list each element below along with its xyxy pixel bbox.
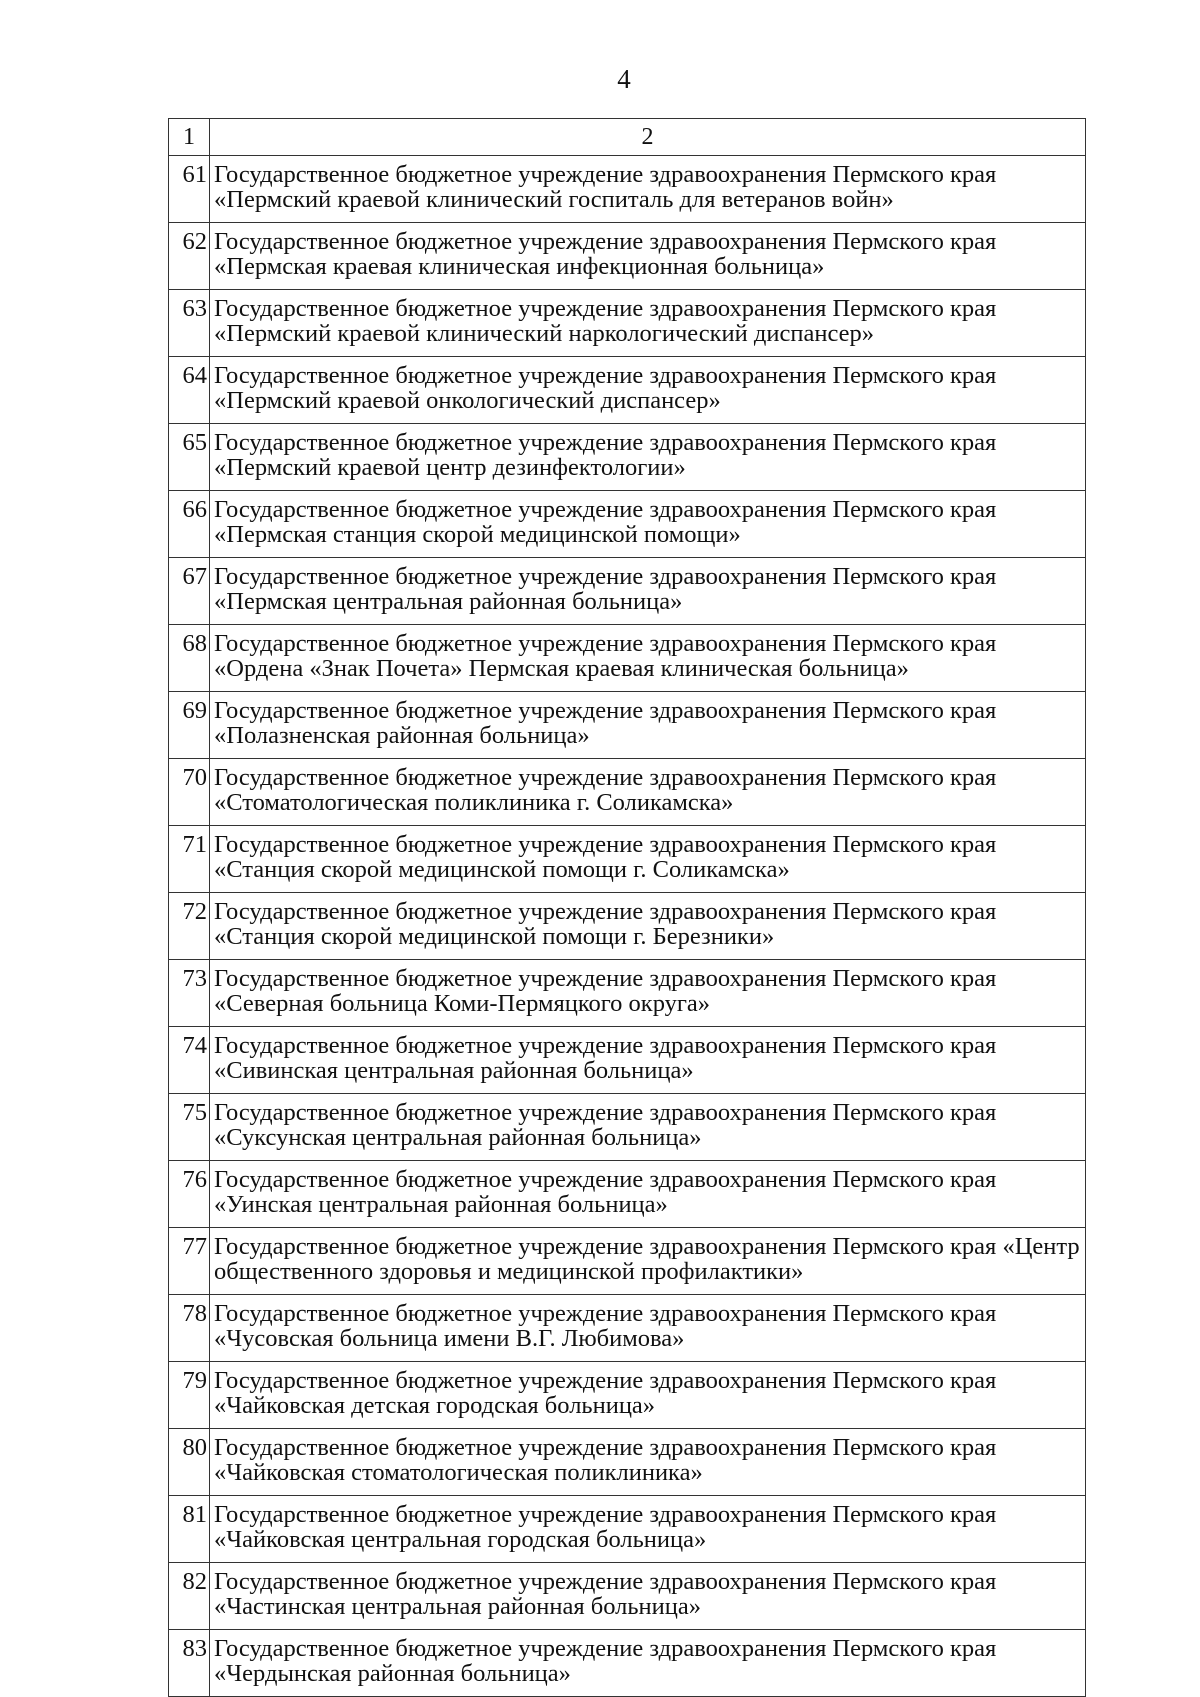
page-number: 4 bbox=[617, 64, 631, 94]
table-row bbox=[169, 357, 1086, 424]
row-number: 73 bbox=[169, 960, 210, 1027]
institutions-table bbox=[168, 118, 1086, 1697]
institution-name bbox=[210, 1563, 1086, 1630]
institution-name-line-2: «Чайковская стоматологическая поликлиника» bbox=[214, 1459, 703, 1486]
table-row bbox=[169, 424, 1086, 491]
institution-name bbox=[210, 1027, 1086, 1094]
institution-name-line-2: «Чердынская районная больница» bbox=[214, 1660, 571, 1687]
institution-name-line-1: Государственное бюджетное учреждение здравоохранения Пермского края bbox=[214, 496, 997, 523]
institution-name bbox=[210, 290, 1086, 357]
table-row bbox=[169, 1228, 1086, 1295]
row-number: 78 bbox=[169, 1295, 210, 1362]
institution-name-line-2: общественного здоровья и медицинской профилактики» bbox=[214, 1258, 804, 1285]
row-number: 63 bbox=[169, 290, 210, 357]
institution-name-line-1: Государственное бюджетное учреждение здравоохранения Пермского края bbox=[214, 697, 997, 724]
institution-name-line-1: Государственное бюджетное учреждение здравоохранения Пермского края bbox=[214, 1099, 997, 1126]
table-row bbox=[169, 1429, 1086, 1496]
table-row bbox=[169, 1563, 1086, 1630]
institution-name-line-2: «Пермская краевая клиническая инфекционная больница» bbox=[214, 253, 825, 280]
institution-name bbox=[210, 357, 1086, 424]
row-number: 74 bbox=[169, 1027, 210, 1094]
table-row bbox=[169, 1161, 1086, 1228]
table-row bbox=[169, 759, 1086, 826]
table-row bbox=[169, 692, 1086, 759]
institution-name bbox=[210, 625, 1086, 692]
row-number: 80 bbox=[169, 1429, 210, 1496]
institution-name-line-2: «Частинская центральная районная больница» bbox=[214, 1593, 701, 1620]
institution-name-line-1: Государственное бюджетное учреждение здравоохранения Пермского края bbox=[214, 831, 997, 858]
table-row bbox=[169, 893, 1086, 960]
institution-name bbox=[210, 223, 1086, 290]
row-number: 61 bbox=[169, 156, 210, 223]
table-row bbox=[169, 1630, 1086, 1697]
institution-name bbox=[210, 424, 1086, 491]
institution-name-line-2: «Пермский краевой центр дезинфектологии» bbox=[214, 454, 686, 481]
institution-name bbox=[210, 156, 1086, 223]
institution-name-line-1: Государственное бюджетное учреждение здравоохранения Пермского края bbox=[214, 1635, 997, 1662]
institution-name bbox=[210, 1094, 1086, 1161]
institution-name bbox=[210, 1496, 1086, 1563]
institution-name-line-2: «Станция скорой медицинской помощи г. Березники» bbox=[214, 923, 775, 950]
row-number: 72 bbox=[169, 893, 210, 960]
header-col-1: 1 bbox=[169, 119, 210, 156]
table-row bbox=[169, 1362, 1086, 1429]
row-number: 81 bbox=[169, 1496, 210, 1563]
institution-name-line-1: Государственное бюджетное учреждение здравоохранения Пермского края bbox=[214, 1166, 997, 1193]
row-number: 69 bbox=[169, 692, 210, 759]
row-number: 71 bbox=[169, 826, 210, 893]
institution-name bbox=[210, 1630, 1086, 1697]
institution-name-line-1: Государственное бюджетное учреждение здравоохранения Пермского края bbox=[214, 965, 997, 992]
row-number: 77 bbox=[169, 1228, 210, 1295]
row-number: 82 bbox=[169, 1563, 210, 1630]
table-row bbox=[169, 1496, 1086, 1563]
row-number: 65 bbox=[169, 424, 210, 491]
institution-name-line-1: Государственное бюджетное учреждение здравоохранения Пермского края bbox=[214, 563, 997, 590]
institution-name bbox=[210, 826, 1086, 893]
row-number: 79 bbox=[169, 1362, 210, 1429]
institution-name-line-1: Государственное бюджетное учреждение здравоохранения Пермского края «Центр bbox=[214, 1233, 1080, 1260]
institution-name bbox=[210, 1362, 1086, 1429]
table-row bbox=[169, 223, 1086, 290]
row-number: 70 bbox=[169, 759, 210, 826]
institution-name-line-2: «Северная больница Коми-Пермяцкого округа» bbox=[214, 990, 711, 1017]
institution-name bbox=[210, 893, 1086, 960]
institution-name-line-1: Государственное бюджетное учреждение здравоохранения Пермского края bbox=[214, 228, 997, 255]
institution-name-line-2: «Станция скорой медицинской помощи г. Соликамска» bbox=[214, 856, 790, 883]
institution-name-line-2: «Пермский краевой онкологический диспансер» bbox=[214, 387, 721, 414]
table-row bbox=[169, 1094, 1086, 1161]
institution-name-line-1: Государственное бюджетное учреждение здравоохранения Пермского края bbox=[214, 362, 997, 389]
institution-name-line-2: «Ордена «Знак Почета» Пермская краевая клиническая больница» bbox=[214, 655, 909, 682]
table-row bbox=[169, 156, 1086, 223]
table-row bbox=[169, 625, 1086, 692]
institution-name bbox=[210, 558, 1086, 625]
institution-name-line-1: Государственное бюджетное учреждение здравоохранения Пермского края bbox=[214, 898, 997, 925]
row-number: 76 bbox=[169, 1161, 210, 1228]
institution-name-line-1: Государственное бюджетное учреждение здравоохранения Пермского края bbox=[214, 1367, 997, 1394]
table-row bbox=[169, 290, 1086, 357]
table-row bbox=[169, 491, 1086, 558]
institution-name bbox=[210, 692, 1086, 759]
institution-name-line-2: «Полазненская районная больница» bbox=[214, 722, 590, 749]
institution-name-line-1: Государственное бюджетное учреждение здравоохранения Пермского края bbox=[214, 630, 997, 657]
row-number: 83 bbox=[169, 1630, 210, 1697]
institution-name-line-2: «Суксунская центральная районная больница» bbox=[214, 1124, 702, 1151]
institution-name-line-2: «Чусовская больница имени В.Г. Любимова» bbox=[214, 1325, 685, 1352]
institution-name-line-1: Государственное бюджетное учреждение здравоохранения Пермского края bbox=[214, 161, 997, 188]
row-number: 75 bbox=[169, 1094, 210, 1161]
institution-name-line-1: Государственное бюджетное учреждение здравоохранения Пермского края bbox=[214, 1501, 997, 1528]
institution-name-line-2: «Пермский краевой клинический госпиталь для ветеранов войн» bbox=[214, 186, 894, 213]
institution-name-line-2: «Чайковская центральная городская больница» bbox=[214, 1526, 707, 1553]
institution-name bbox=[210, 1429, 1086, 1496]
institution-name bbox=[210, 960, 1086, 1027]
institution-name bbox=[210, 1228, 1086, 1295]
institution-name-line-2: «Пермская станция скорой медицинской помощи» bbox=[214, 521, 741, 548]
institution-name-line-1: Государственное бюджетное учреждение здравоохранения Пермского края bbox=[214, 1568, 997, 1595]
institution-name-line-2: «Уинская центральная районная больница» bbox=[214, 1191, 668, 1218]
institution-name-line-2: «Пермский краевой клинический наркологический диспансер» bbox=[214, 320, 874, 347]
row-number: 67 bbox=[169, 558, 210, 625]
table-row bbox=[169, 826, 1086, 893]
table-row bbox=[169, 960, 1086, 1027]
header-col-2: 2 bbox=[210, 119, 1086, 156]
table-row bbox=[169, 1027, 1086, 1094]
institution-name bbox=[210, 1161, 1086, 1228]
row-number: 64 bbox=[169, 357, 210, 424]
institution-name-line-1: Государственное бюджетное учреждение здравоохранения Пермского края bbox=[214, 295, 997, 322]
institution-name-line-1: Государственное бюджетное учреждение здравоохранения Пермского края bbox=[214, 429, 997, 456]
institution-name-line-2: «Чайковская детская городская больница» bbox=[214, 1392, 656, 1419]
institution-name-line-1: Государственное бюджетное учреждение здравоохранения Пермского края bbox=[214, 1300, 997, 1327]
table-row bbox=[169, 1295, 1086, 1362]
institution-name-line-1: Государственное бюджетное учреждение здравоохранения Пермского края bbox=[214, 1434, 997, 1461]
institution-name-line-2: «Сивинская центральная районная больница» bbox=[214, 1057, 694, 1084]
table-header-row bbox=[169, 119, 1086, 156]
institution-name-line-2: «Пермская центральная районная больница» bbox=[214, 588, 683, 615]
row-number: 68 bbox=[169, 625, 210, 692]
institution-name bbox=[210, 491, 1086, 558]
row-number: 66 bbox=[169, 491, 210, 558]
institution-name bbox=[210, 1295, 1086, 1362]
row-number: 62 bbox=[169, 223, 210, 290]
table-row bbox=[169, 558, 1086, 625]
institution-name-line-1: Государственное бюджетное учреждение здравоохранения Пермского края bbox=[214, 1032, 997, 1059]
institution-name bbox=[210, 759, 1086, 826]
table-body bbox=[169, 156, 1086, 1697]
institution-name-line-1: Государственное бюджетное учреждение здравоохранения Пермского края bbox=[214, 764, 997, 791]
institution-name-line-2: «Стоматологическая поликлиника г. Соликамска» bbox=[214, 789, 734, 816]
